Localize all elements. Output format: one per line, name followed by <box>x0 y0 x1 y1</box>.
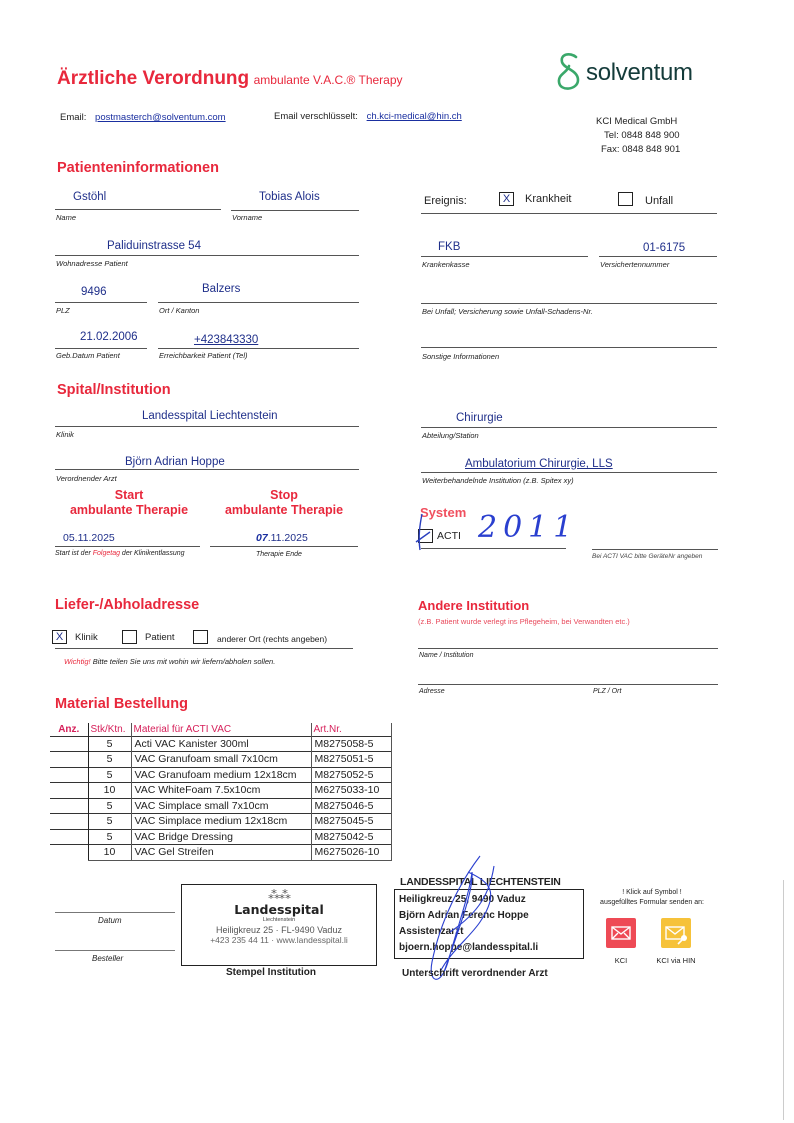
stamp-sub: Liechtenstein <box>262 917 296 923</box>
start-note-emphasis: Folgetag <box>92 550 120 557</box>
device-line-left <box>421 548 566 549</box>
material-name-cell: VAC Gel Streifen <box>131 845 311 861</box>
doctor-stamp-line-1: Heiligkreuz 25, 9490 Vaduz <box>399 894 526 905</box>
material-name-cell: Acti VAC Kanister 300ml <box>131 736 311 752</box>
institution-stamp <box>181 884 377 966</box>
patient-birthdate-line <box>55 348 147 349</box>
doctor-label: Verordnender Arzt <box>56 474 117 483</box>
company-name: KCI Medical GmbH <box>596 116 678 127</box>
company-fax: Fax: 0848 848 901 <box>601 144 681 155</box>
stop-date-rest: .11.2025 <box>267 532 308 544</box>
col-anz: Anz. <box>58 723 80 735</box>
start-date-note <box>55 550 185 557</box>
patient-plz-value[interactable]: 9496 <box>81 286 107 298</box>
patient-city-line <box>158 302 359 303</box>
doctor-line <box>55 469 359 470</box>
department-label: Abteilung/Station <box>422 431 479 440</box>
email-label: Email: <box>60 112 87 123</box>
material-article-number-cell: M8275058-5 <box>311 736 391 752</box>
stop-date-label: Therapie Ende <box>256 551 302 558</box>
material-qty-cell[interactable] <box>50 736 88 752</box>
stamp-address: Heiligkreuz 25 · FL-9490 Vaduz <box>216 925 342 935</box>
insurer-label: Krankenkasse <box>422 260 470 269</box>
material-article-number-cell: M6275026-10 <box>311 845 391 861</box>
insured-number-value[interactable]: 01-6175 <box>643 242 686 254</box>
other-institution-name-label: Name / Institution <box>419 652 474 659</box>
stop-title-line-2: ambulante Therapie <box>224 503 344 517</box>
stamp-label: Stempel Institution <box>226 967 316 978</box>
section-title-institution: Spital/Institution <box>57 382 171 398</box>
clinic-line <box>55 426 359 427</box>
other-info-label: Sonstige Informationen <box>422 352 500 361</box>
date-label: Datum <box>98 916 122 925</box>
event-line <box>421 213 717 214</box>
stop-date-line <box>210 546 358 547</box>
send-kci-button[interactable] <box>606 918 636 948</box>
material-article-number-cell: M8275042-5 <box>311 829 391 845</box>
material-pack-size-cell: 5 <box>88 767 131 783</box>
patient-birthdate-label: Geb.Datum Patient <box>56 351 120 360</box>
patient-city-label: Ort / Kanton <box>159 306 200 315</box>
doctor-stamp-line-3: Assistenzarzt <box>399 926 464 937</box>
event-krankheit-label: Krankheit <box>525 193 572 205</box>
clinic-label: Klinik <box>56 430 74 439</box>
department-line <box>421 427 717 428</box>
other-institution-subtitle: (z.B. Patient wurde verlegt ins Pflegeheim, bei Verwandten etc.) <box>418 617 630 626</box>
followup-institution-label: Weiterbehandelnde Institution (z.B. Spitex xy) <box>422 476 574 485</box>
material-pack-size-cell: 5 <box>88 798 131 814</box>
other-info-line <box>421 347 717 348</box>
patient-name-line <box>55 209 221 210</box>
patient-phone-line <box>158 348 359 349</box>
material-article-number-cell: M8275051-5 <box>311 752 391 768</box>
col-stk: Stk/Ktn. <box>88 723 131 736</box>
patient-birthdate-value[interactable]: 21.02.2006 <box>80 331 138 343</box>
stop-date-overwritten-day: 07 <box>256 532 268 544</box>
patient-firstname-value[interactable]: Tobias Alois <box>259 191 320 203</box>
delivery-other-label: anderer Ort (rechts angeben) <box>217 634 328 644</box>
mail-key-icon <box>661 918 691 948</box>
delivery-klinik-label: Klinik <box>75 632 98 643</box>
start-title-line-2: ambulante Therapie <box>69 503 189 517</box>
system-acti-label: ACTI <box>437 530 461 542</box>
patient-phone-label: Erreichbarkeit Patient (Tel) <box>159 351 248 360</box>
material-pack-size-cell: 10 <box>88 783 131 799</box>
material-name-cell: VAC Bridge Dressing <box>131 829 311 845</box>
form-title-block <box>57 68 403 90</box>
mail-icon <box>606 918 636 948</box>
patient-phone-value[interactable]: +423843330 <box>194 334 259 346</box>
material-article-number-cell: M6275033-10 <box>311 783 391 799</box>
material-name-cell: VAC Granufoam small 7x10cm <box>131 752 311 768</box>
material-qty-cell[interactable] <box>50 783 88 799</box>
section-title-other-institution: Andere Institution <box>418 598 530 613</box>
insurer-line <box>421 256 588 257</box>
form-title: Ärztliche Verordnung <box>57 68 250 89</box>
material-row <box>50 752 391 768</box>
patient-plz-line <box>55 302 147 303</box>
start-therapy-title <box>55 488 203 518</box>
material-row <box>50 845 391 861</box>
stamp-logo-icon: ⁂⁂ <box>268 888 290 902</box>
material-article-number-cell: M8275045-5 <box>311 814 391 830</box>
signature-label: Unterschrift verordnender Arzt <box>402 968 548 979</box>
material-table <box>50 723 392 861</box>
device-line-right <box>592 549 718 550</box>
event-unfall-checkbox[interactable] <box>618 192 633 206</box>
stamp-contact: +423 235 44 11 · www.landesspital.li <box>210 935 348 945</box>
section-title-delivery: Liefer-/Abholadresse <box>55 597 200 613</box>
stop-therapy-title <box>210 488 358 518</box>
email-row <box>60 112 226 123</box>
other-institution-name-line <box>418 648 718 649</box>
company-tel: Tel: 0848 848 900 <box>604 130 680 141</box>
event-label: Ereignis: <box>424 195 467 207</box>
page-edge-line <box>783 880 784 1120</box>
material-article-number-cell: M8275052-5 <box>311 767 391 783</box>
email-encrypted-row <box>274 111 462 122</box>
orderer-label: Besteller <box>92 954 124 963</box>
start-date-line <box>55 546 200 547</box>
material-table-header <box>50 723 391 736</box>
patient-name-value[interactable]: Gstöhl <box>73 191 107 203</box>
material-pack-size-cell: 5 <box>88 736 131 752</box>
material-pack-size-cell: 5 <box>88 814 131 830</box>
col-material: Material für ACTI VAC <box>131 723 311 736</box>
device-number-handwritten[interactable]: 2011 <box>478 510 579 545</box>
section-title-patient: Patienteninformationen <box>57 160 219 176</box>
section-title-material: Material Bestellung <box>55 696 188 712</box>
send-note-line-2: ausgefülltes Formular senden an: <box>600 899 704 906</box>
email-encrypted-link[interactable]: ch.kci-medical@hin.ch <box>366 111 462 122</box>
material-pack-size-cell: 5 <box>88 829 131 845</box>
material-qty-cell[interactable] <box>50 767 88 783</box>
doctor-stamp-line-2: Björn Adrian Ferenc Hoppe <box>399 910 529 921</box>
followup-institution-value[interactable]: Ambulatorium Chirurgie, LLS <box>465 458 613 470</box>
send-note-line-1: ! Klick auf Symbol ! <box>622 889 682 896</box>
clinic-value[interactable]: Landesspital Liechtenstein <box>142 410 278 422</box>
material-qty-cell[interactable] <box>50 845 88 861</box>
patient-city-value[interactable]: Balzers <box>202 283 241 295</box>
send-kci-label: KCI <box>614 956 628 965</box>
material-row <box>50 829 391 845</box>
col-art: Art.Nr. <box>311 723 391 736</box>
other-institution-address-line <box>418 684 718 685</box>
patient-address-line <box>55 255 359 256</box>
doctor-value[interactable]: Björn Adrian Hoppe <box>125 456 225 468</box>
material-qty-cell[interactable] <box>50 752 88 768</box>
doctor-stamp-line-4: bjoern.hoppe@landesspital.li <box>399 942 539 953</box>
material-name-cell: VAC Simplace small 7x10cm <box>131 798 311 814</box>
handwritten-check-mark-icon <box>414 512 438 552</box>
date-line <box>55 912 175 913</box>
company-info <box>596 115 680 157</box>
material-row <box>50 767 391 783</box>
email-link[interactable]: postmasterch@solventum.com <box>95 112 226 123</box>
delivery-patient-label: Patient <box>145 632 175 643</box>
delivery-note <box>64 657 275 666</box>
insured-number-line <box>599 256 717 257</box>
delivery-note-text: Bitte teilen Sie uns mit wohin wir liefern/abholen sollen. <box>90 657 276 666</box>
email-encrypted-label: Email verschlüsselt: <box>274 111 358 122</box>
accident-insurance-label: Bei Unfall; Versicherung sowie Unfall-Schadens-Nr. <box>422 307 593 316</box>
material-row <box>50 814 391 830</box>
material-row <box>50 736 391 752</box>
send-kci-hin-button[interactable] <box>661 918 691 948</box>
material-pack-size-cell: 5 <box>88 752 131 768</box>
orderer-line <box>55 950 175 951</box>
delivery-other-checkbox[interactable] <box>193 630 208 644</box>
patient-address-label: Wohnadresse Patient <box>56 259 128 268</box>
material-name-cell: VAC Simplace medium 12x18cm <box>131 814 311 830</box>
patient-address-value[interactable]: Paliduinstrasse 54 <box>107 240 201 252</box>
accident-insurance-line <box>421 303 717 304</box>
patient-name-label: Name <box>56 213 77 222</box>
insurer-value[interactable]: FKB <box>438 241 461 253</box>
material-qty-cell[interactable] <box>50 798 88 814</box>
event-krankheit-checkbox[interactable]: X <box>499 192 514 206</box>
delivery-line <box>55 648 353 649</box>
other-institution-address-label: Adresse <box>419 688 445 695</box>
start-date-value[interactable]: 05.11.2025 <box>63 532 115 544</box>
material-name-cell: VAC WhiteFoam 7.5x10cm <box>131 783 311 799</box>
send-note <box>592 888 712 908</box>
delivery-patient-checkbox[interactable] <box>122 630 137 644</box>
material-row <box>50 798 391 814</box>
delivery-note-emphasis: Wichtig! <box>64 657 91 666</box>
other-institution-plz-label: PLZ / Ort <box>593 688 622 695</box>
solventum-s-icon <box>556 52 582 94</box>
form-subtitle: ambulante V.A.C.® Therapy <box>253 73 403 87</box>
stamp-name: Landesspital <box>234 902 324 917</box>
start-note-post: der Klinikentlassung <box>119 550 185 557</box>
stop-title-line-1: Stop <box>270 488 298 502</box>
delivery-klinik-checkbox[interactable]: X <box>52 630 67 644</box>
patient-firstname-label: Vorname <box>232 213 263 222</box>
insured-number-label: Versichertennummer <box>600 260 670 269</box>
system-title: System <box>420 505 467 520</box>
stop-date-value[interactable] <box>256 532 308 544</box>
send-kci-hin-label: KCI via HIN <box>656 956 696 965</box>
solventum-logo <box>556 52 693 94</box>
device-number-label: Bei ACTI VAC bitte GerätеNr angeben <box>592 553 703 560</box>
material-qty-cell[interactable] <box>50 814 88 830</box>
event-unfall-label: Unfall <box>645 195 674 207</box>
patient-firstname-line <box>231 210 359 211</box>
doctor-stamp-heading: LANDESSPITAL LIECHTENSTEIN <box>400 876 561 888</box>
department-value[interactable]: Chirurgie <box>456 412 503 424</box>
material-qty-cell[interactable] <box>50 829 88 845</box>
start-note-pre: Start ist der <box>55 550 93 557</box>
material-article-number-cell: M8275046-5 <box>311 798 391 814</box>
logo-text: solventum <box>586 59 693 86</box>
material-name-cell: VAC Granufoam medium 12x18cm <box>131 767 311 783</box>
start-title-line-1: Start <box>114 488 144 502</box>
followup-institution-line <box>421 472 717 473</box>
patient-plz-label: PLZ <box>56 306 70 315</box>
material-row <box>50 783 391 799</box>
material-pack-size-cell: 10 <box>88 845 131 861</box>
